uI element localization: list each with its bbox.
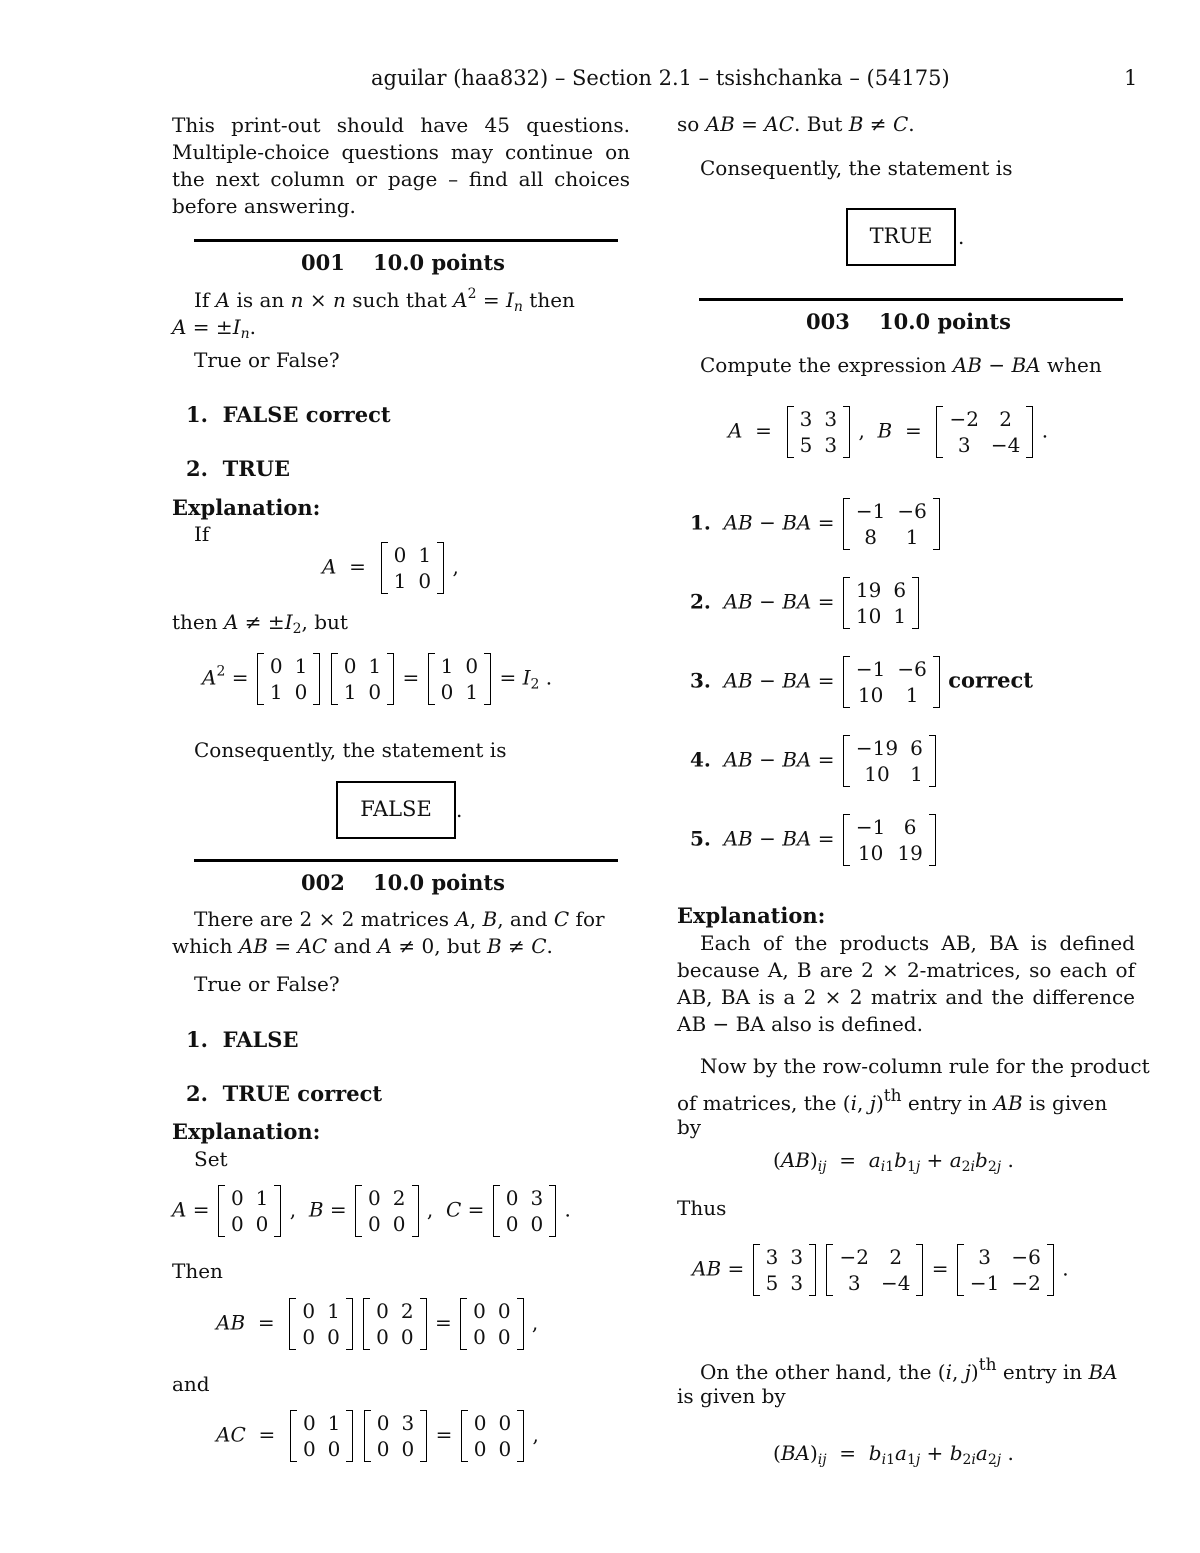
q3-choice-1: 1. AB − BA = −1 −6 8 1 <box>690 498 942 550</box>
q2-statement-line-1: There are 2 × 2 matrices A, B, and C for <box>194 907 605 931</box>
q2-exp-then: Then <box>172 1259 223 1283</box>
intro-line-1: This print-out should have 45 questions. <box>172 113 630 137</box>
q1-choice-2: 2. TRUE <box>186 456 290 481</box>
q3-thus: Thus <box>677 1196 727 1220</box>
q1-choice-1: 1. FALSE correct <box>186 402 391 427</box>
matrix: 0 1 1 0 <box>381 542 444 594</box>
question-divider <box>194 859 618 862</box>
page-number: 1 <box>1124 66 1138 90</box>
q1-statement-cont: $A = \pm I_n$. <box>172 315 256 342</box>
q2-ab-product: AB = 0 1 0 0 0 2 0 0 = 0 0 0 0 , <box>216 1299 539 1349</box>
q2-cont-so: so AB = AC. But B ≠ C. <box>677 112 915 136</box>
q1-points: 10.0 points <box>373 250 505 275</box>
q1-consequently: Consequently, the statement is <box>194 738 507 762</box>
period: . <box>958 225 965 249</box>
q3-choice-5: 5. AB − BA = −1 6 10 19 <box>690 814 938 866</box>
q2-ac-product: AC = 0 1 0 0 0 3 0 0 = 0 0 0 0 , <box>216 1411 539 1461</box>
q3-ba-formula: $(BA)_{ij} = b_{i1}a_{1j} + b_{2i}a_{2j}$ . <box>773 1441 1014 1468</box>
page-header-title: aguilar (haa832) – Section 2.1 – tsishchanka – (54175) <box>371 66 950 90</box>
q3-choice-3: 3. AB − BA = −1 −6 10 1 correct <box>690 657 1033 707</box>
q3-para2-line-2: of matrices, the (i, j)$^{th}$ entry in AB is given <box>677 1086 1108 1115</box>
question-divider <box>699 298 1123 301</box>
q3-para2-line-3: by <box>677 1115 702 1139</box>
q2-consequently: Consequently, the statement is <box>700 156 1013 180</box>
q1-number: 001 <box>301 250 345 275</box>
q3-para2-line-1: Now by the row-column rule for the product <box>700 1054 1150 1078</box>
q3-choice-4: 4. AB − BA = −19 6 10 1 <box>690 735 938 787</box>
intro-line-4: before answering. <box>172 194 356 218</box>
q1-a-squared-equation: $A^2$ = 0 1 1 0 0 1 1 0 = 1 0 0 1 = $I_2$ . <box>202 654 553 704</box>
q3-number: 003 <box>806 309 850 334</box>
q2-exp-and: and <box>172 1372 210 1396</box>
q1-exp-then: then $A \ne \pm I_2$, but <box>172 610 348 637</box>
question-divider <box>194 239 618 242</box>
intro-line-2: Multiple-choice questions may continue on <box>172 140 630 164</box>
q3-para3-line-2: is given by <box>677 1384 786 1408</box>
q2-exp-set: Set <box>194 1147 228 1171</box>
q2-statement-line-2: which AB = AC and A ≠ 0, but B ≠ C. <box>172 934 553 958</box>
q3-para3-line-1: On the other hand, the (i, j)$^{th}$ entry in BA <box>700 1355 1118 1384</box>
q1-statement: If A is an n × n such that $A^2 = I_n$ then <box>194 286 575 315</box>
intro-paragraph <box>172 112 630 220</box>
q3-choice-2: 2. AB − BA = 19 6 10 1 <box>690 577 921 629</box>
q3-ab-product: AB = 3 3 5 3 −2 2 3 −4 = 3 −6 −1 −2 . <box>692 1245 1069 1295</box>
q1-answer-box <box>336 781 456 839</box>
q2-choice-2: 2. TRUE correct <box>186 1081 383 1106</box>
q1-explanation-label: Explanation: <box>172 495 321 520</box>
period: . <box>456 798 463 822</box>
q2-answer: TRUE <box>869 224 933 248</box>
q1-answer: FALSE <box>360 797 432 821</box>
q2-choice-1: 1. FALSE <box>186 1027 299 1052</box>
q1-exp-if: If <box>194 522 210 546</box>
q2-explanation-label: Explanation: <box>172 1119 321 1144</box>
q2-prompt: True or False? <box>194 972 340 996</box>
q1-prompt: True or False? <box>194 348 340 372</box>
q3-correct-label: correct <box>948 667 1033 693</box>
q1-matrix-a: A = 0 1 1 0 , <box>322 543 459 593</box>
q3-points: 10.0 points <box>879 309 1011 334</box>
q2-number: 002 <box>301 870 345 895</box>
q3-prompt: Compute the expression AB − BA when <box>700 353 1102 377</box>
q3-given-matrices: A = 3 3 5 3 , B = −2 2 3 −4 . <box>728 407 1049 457</box>
q2-answer-box <box>846 208 956 266</box>
intro-line-3: the next column or page – find all choices <box>172 167 630 191</box>
q2-matrices-abc: A = 0 1 0 0 , B = 0 2 0 0 , C = 0 3 0 0 . <box>172 1186 571 1236</box>
q3-explanation-label: Explanation: <box>677 903 826 928</box>
q3-explanation-para-1: Each of the products AB, BA is defined because A, B are 2 × 2-matrices, so each of AB, BA is a 2 × 2 matrix and the difference AB − BA also is defined. <box>677 931 1135 1036</box>
q3-ab-formula: $(AB)_{ij} = a_{i1}b_{1j} + a_{2i}b_{2j}$ . <box>773 1148 1014 1175</box>
q2-points: 10.0 points <box>373 870 505 895</box>
